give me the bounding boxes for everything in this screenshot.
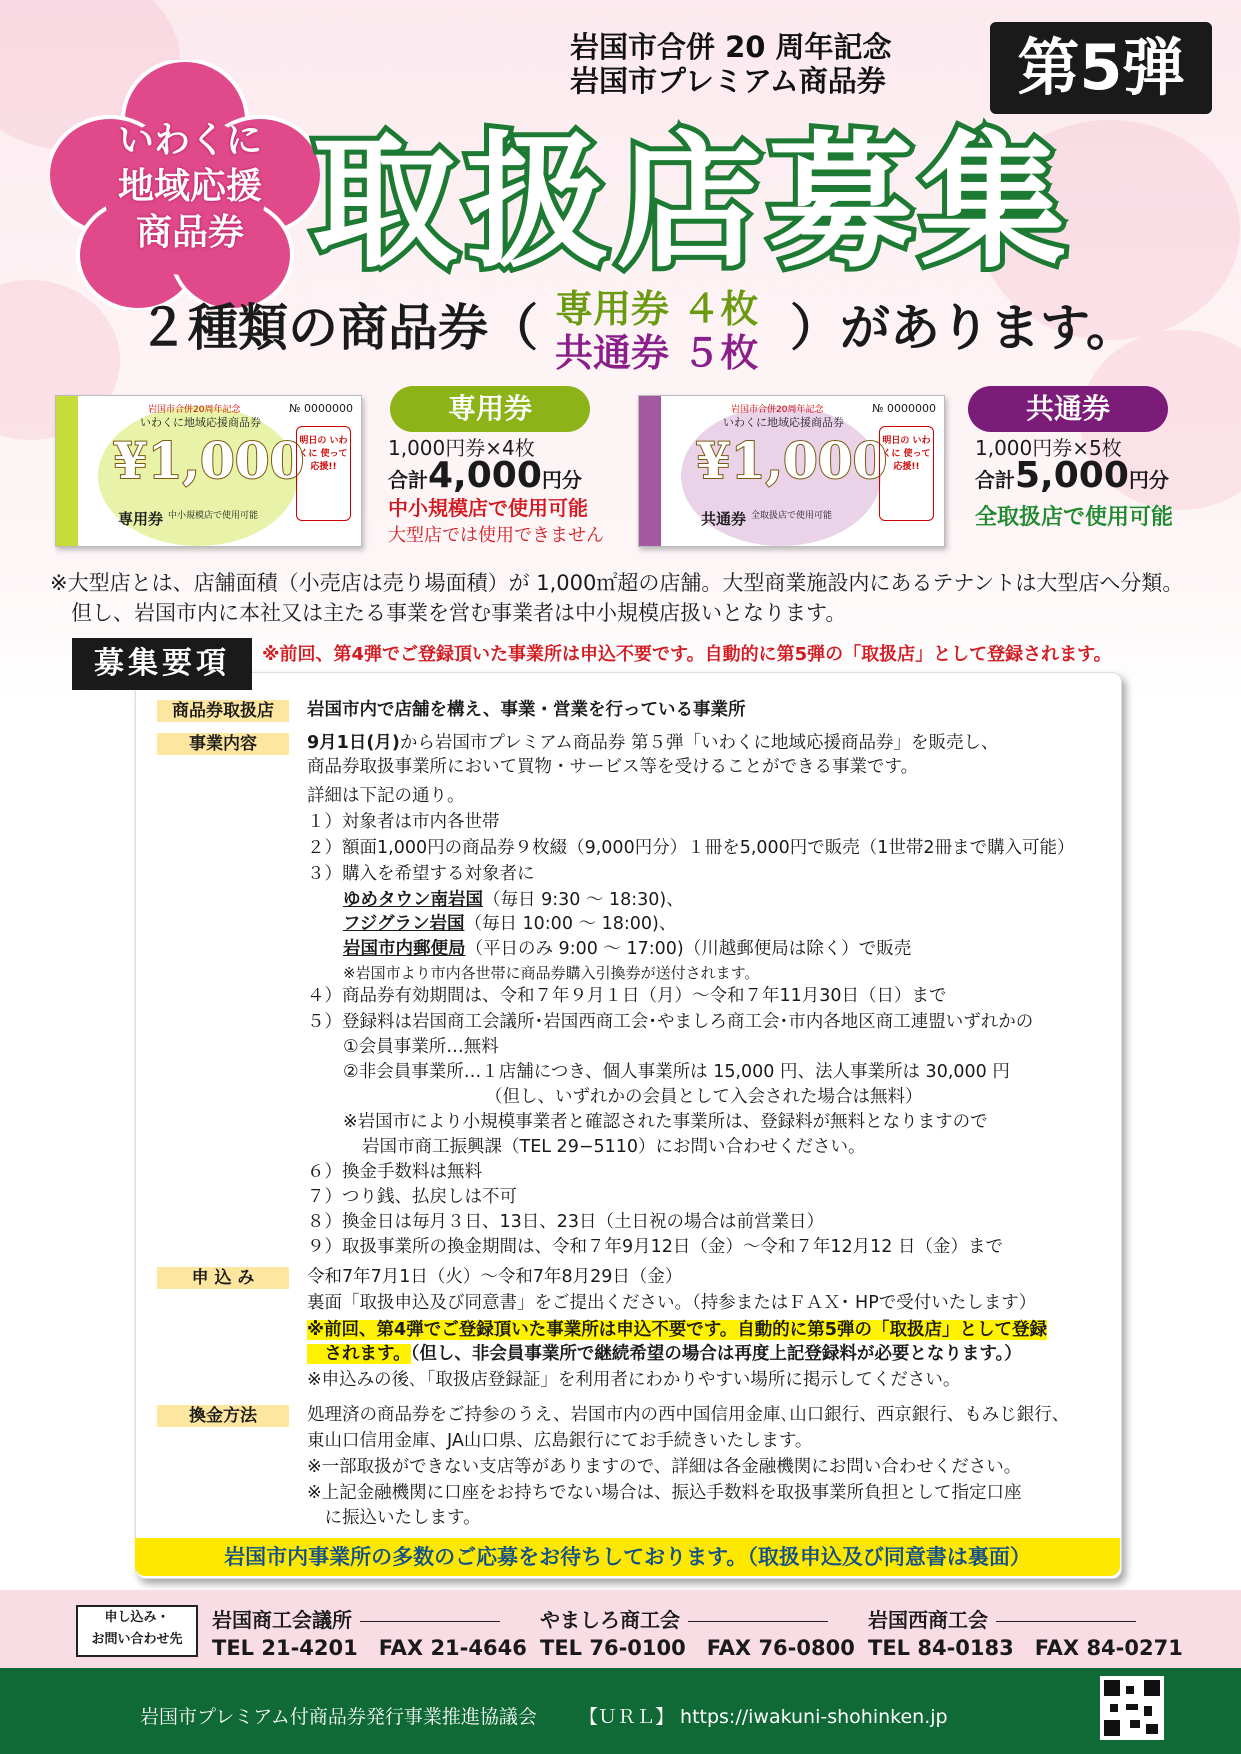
exchange-line3: ※一部取扱ができない支店等がありますので、詳細は各金融機関にお問い合わせください。 [307, 1457, 1022, 1477]
item-5e: 岩国市商工振興課（TEL 29−5110）にお問い合わせください。 [362, 1137, 866, 1157]
ticket-use1: 全取扱店で使用可能 [975, 505, 1174, 530]
ticket-head1: 岩国市合併20周年記念 [731, 405, 824, 415]
item-7: ７）つり銭、払戻しは不可 [307, 1187, 517, 1207]
boshu-warning: ※前回、第4弾でご登録頂いた事業所は申込不要です。自動的に第5弾の「取扱店」として登録されます。 [262, 644, 1112, 665]
label-business: 事業内容 [157, 733, 289, 755]
ticket-senyo-info [388, 434, 604, 550]
item-3: ３）購入を希望する対象者に [307, 864, 535, 884]
biz-line1: 9月1日(月)から岩国市プレミアム商品券 第５弾「いわくに地域応援商品券」を販売し、 [307, 733, 999, 753]
header-sub1: 岩国市合併 20 周年記念 [570, 30, 892, 64]
ticket-senyo-image [55, 395, 362, 547]
ticket-desc: 1,000円券×5枚 [975, 436, 1122, 460]
ticket-head1: 岩国市合併20周年記念 [148, 405, 241, 415]
sakura-line: 商品券 [135, 212, 244, 253]
ticket-number: № 0000000 [289, 402, 353, 415]
org-name-1: 岩国商工会議所 [212, 1604, 500, 1633]
label-store: 商品券取扱店 [157, 700, 289, 722]
ticket-kind: 共通券 [701, 510, 747, 528]
types-suffix: ）があります。 [790, 299, 1136, 357]
ticket-small: 中小規模店で使用可能 [168, 511, 259, 521]
sale-location-1: ゆめタウン南岩国（毎日 9:30 ～ 18:30)、 [343, 890, 684, 910]
label-exchange: 換金方法 [157, 1405, 289, 1427]
ticket-amount: ¥1,000 [113, 431, 305, 490]
org-tel-2: TEL 76-0100 FAX 76-0800 [540, 1636, 855, 1660]
item-8: ８）換金日は毎月３日、13日、23日（土日祝の場合は前営業日） [307, 1212, 825, 1232]
ticket-kind: 専用券 [118, 510, 164, 528]
store-text: 岩国市内で店舗を構え、事業・営業を行っている事業所 [307, 700, 746, 720]
apply-method: 裏面「取扱申込及び同意書」をご提出ください。（持参またはＦＡＸ･ HPで受付いたします） [307, 1293, 1037, 1313]
ticket-side: 明日の いわくに 使って応援!! [296, 426, 351, 521]
apply-note: ※申込みの後､「取扱店登録証」を利用者にわかりやすい場所に掲示してください。 [307, 1370, 961, 1390]
ticket-desc: 1,000円券×4枚 [388, 436, 535, 460]
exchange-line1: 処理済の商品券をご持参のうえ、岩国市内の西中国信用金庫､山口銀行、西京銀行、もみじ銀行、 [307, 1405, 1070, 1425]
ticket-use1: 中小規模店で使用可能 [388, 496, 588, 520]
item-4: ４）商品券有効期間は、令和７年９月１日（月）～令和７年11月30日（日）まで [307, 986, 947, 1006]
biz-line2: 商品券取扱事業所において買物・サービス等を受けることができる事業です。 [307, 757, 919, 777]
large-store-note [50, 568, 1210, 628]
contact-label-line: 申し込み・ [104, 1610, 170, 1625]
types-list [555, 287, 758, 375]
item-5c: （但し、いずれかの会員として入会された場合は無料） [485, 1087, 923, 1107]
ticket-amount: ¥1,000 [696, 431, 888, 490]
note-line: ※大型店とは、店舗面積（小売店は売り場面積）が 1,000㎡超の店舗。大型商業施設内にあるテナントは大型店へ分類。 [50, 571, 1184, 595]
sale-location-3: 岩国市内郵便局（平日のみ 9:00 ～ 17:00)（川越郵便局は除く）で販売 [343, 939, 912, 959]
org-tel-3: TEL 84-0183 FAX 84-0271 [868, 1636, 1183, 1660]
apply-period: 令和7年7月1日（火）～令和7年8月29日（金） [307, 1267, 683, 1287]
apply-highlight-2: されます。（但し、非会員事業所で継続希望の場合は再度上記登録料が必要となります。） [307, 1344, 1022, 1364]
sakura-line: いわくに [117, 120, 262, 161]
sakura-text [95, 118, 285, 256]
org-name-3: 岩国西商工会 [868, 1604, 1136, 1633]
boshu-tag: 募集要項 [72, 638, 252, 690]
sakura-line: 地域応援 [117, 166, 262, 207]
item-5b: ②非会員事業所…１店舗につき、個人事業所は 15,000 円、法人事業所は 30,000 円 [343, 1062, 1010, 1082]
closing-banner: 岩国市内事業所の多数のご応募をお待ちしております。（取扱申込及び同意書は裏面） [135, 1538, 1120, 1576]
label-apply: 申 込 み [157, 1267, 289, 1289]
item-9: ９）取扱事業所の換金期間は、令和７年9月12日（金）～令和７年12月12 日（金）まで [307, 1237, 1003, 1257]
footer-url-label: 【ＵＲＬ】 [578, 1706, 674, 1728]
contact-label [76, 1605, 198, 1657]
exchange-line4: ※上記金融機関に口座をお持ちでない場合は、振込手数料を取扱事業所負担として指定口座 [307, 1483, 1022, 1503]
item-6: ６）換金手数料は無料 [307, 1162, 482, 1182]
ticket-head2: いわくに地域応援商品券 [140, 416, 261, 429]
types-senyo: 専用券 ４枚 [555, 287, 759, 331]
ticket-head2: いわくに地域応援商品券 [723, 416, 844, 429]
item-5a: ①会員事業所…無料 [343, 1037, 499, 1057]
item-5: ５）登録料は岩国商工会議所･岩国西商工会･やましろ商工会･市内各地区商工連盟いずれかの [307, 1012, 1034, 1032]
item-3-note: ※岩国市より市内各世帯に商品券購入引換券が送付されます。 [343, 964, 760, 982]
note-line: 但し、岩国市内に本社又は主たる事業を営む事業者は中小規模店扱いとなります。 [50, 601, 847, 625]
item-1: １）対象者は市内各世帯 [307, 812, 500, 832]
header-subtitle [570, 30, 892, 98]
biz-line3: 詳細は下記の通り。 [307, 786, 465, 806]
ticket-use2: 大型店では使用できません [388, 525, 604, 546]
org-name-2: やましろ商工会 [540, 1604, 828, 1633]
types-prefix: ２種類の商品券（ [138, 299, 538, 357]
footer-url[interactable]: https://iwakuni-shohinken.jp [680, 1706, 948, 1728]
footer-info [140, 1702, 948, 1729]
ticket-total: 合計4,000円分 [388, 455, 582, 496]
ticket-total: 合計5,000円分 [975, 455, 1169, 496]
ticket-number: № 0000000 [872, 402, 936, 415]
item-2: ２）額面1,000円の商品券９枚綴（9,000円分）１冊を5,000円で販売（1世帯2冊まで購入可能） [307, 838, 1075, 858]
pill-senyo: 専用券 [390, 386, 590, 432]
exchange-line5: に振込いたします。 [307, 1508, 481, 1528]
org-tel-1: TEL 21-4201 FAX 21-4646 [212, 1636, 527, 1660]
page-title: 取扱店募集 [312, 118, 1072, 288]
ticket-small: 全取扱店で使用可能 [751, 511, 833, 521]
ticket-kyotsu-info [975, 434, 1173, 532]
header-sub2: 岩国市プレミアム商品券 [570, 64, 886, 98]
exchange-line2: 東山口信用金庫、JA山口県、広島銀行にてお手続きいたします。 [307, 1431, 813, 1451]
types-kyotsu: 共通券 ５枚 [555, 331, 759, 375]
pill-kyotsu: 共通券 [968, 386, 1168, 432]
contact-label-line: お問い合わせ先 [91, 1632, 183, 1647]
sale-location-2: フジグラン岩国（毎日 10:00 ～ 18:00)、 [343, 914, 677, 934]
ticket-kyotsu-image [638, 395, 945, 547]
ticket-side: 明日の いわくに 使って応援!! [879, 426, 934, 521]
footer-org: 岩国市プレミアム付商品券発行事業推進協議会 [140, 1706, 537, 1728]
qr-code-icon[interactable] [1100, 1676, 1164, 1740]
item-5d: ※岩国市により小規模事業者と確認された事業所は、登録料が無料となりますので [343, 1112, 988, 1132]
apply-highlight-1: ※前回、第4弾でご登録頂いた事業所は申込不要です。自動的に第5弾の「取扱店」として登録 [307, 1320, 1047, 1340]
edition-badge: 第5弾 [990, 22, 1212, 114]
